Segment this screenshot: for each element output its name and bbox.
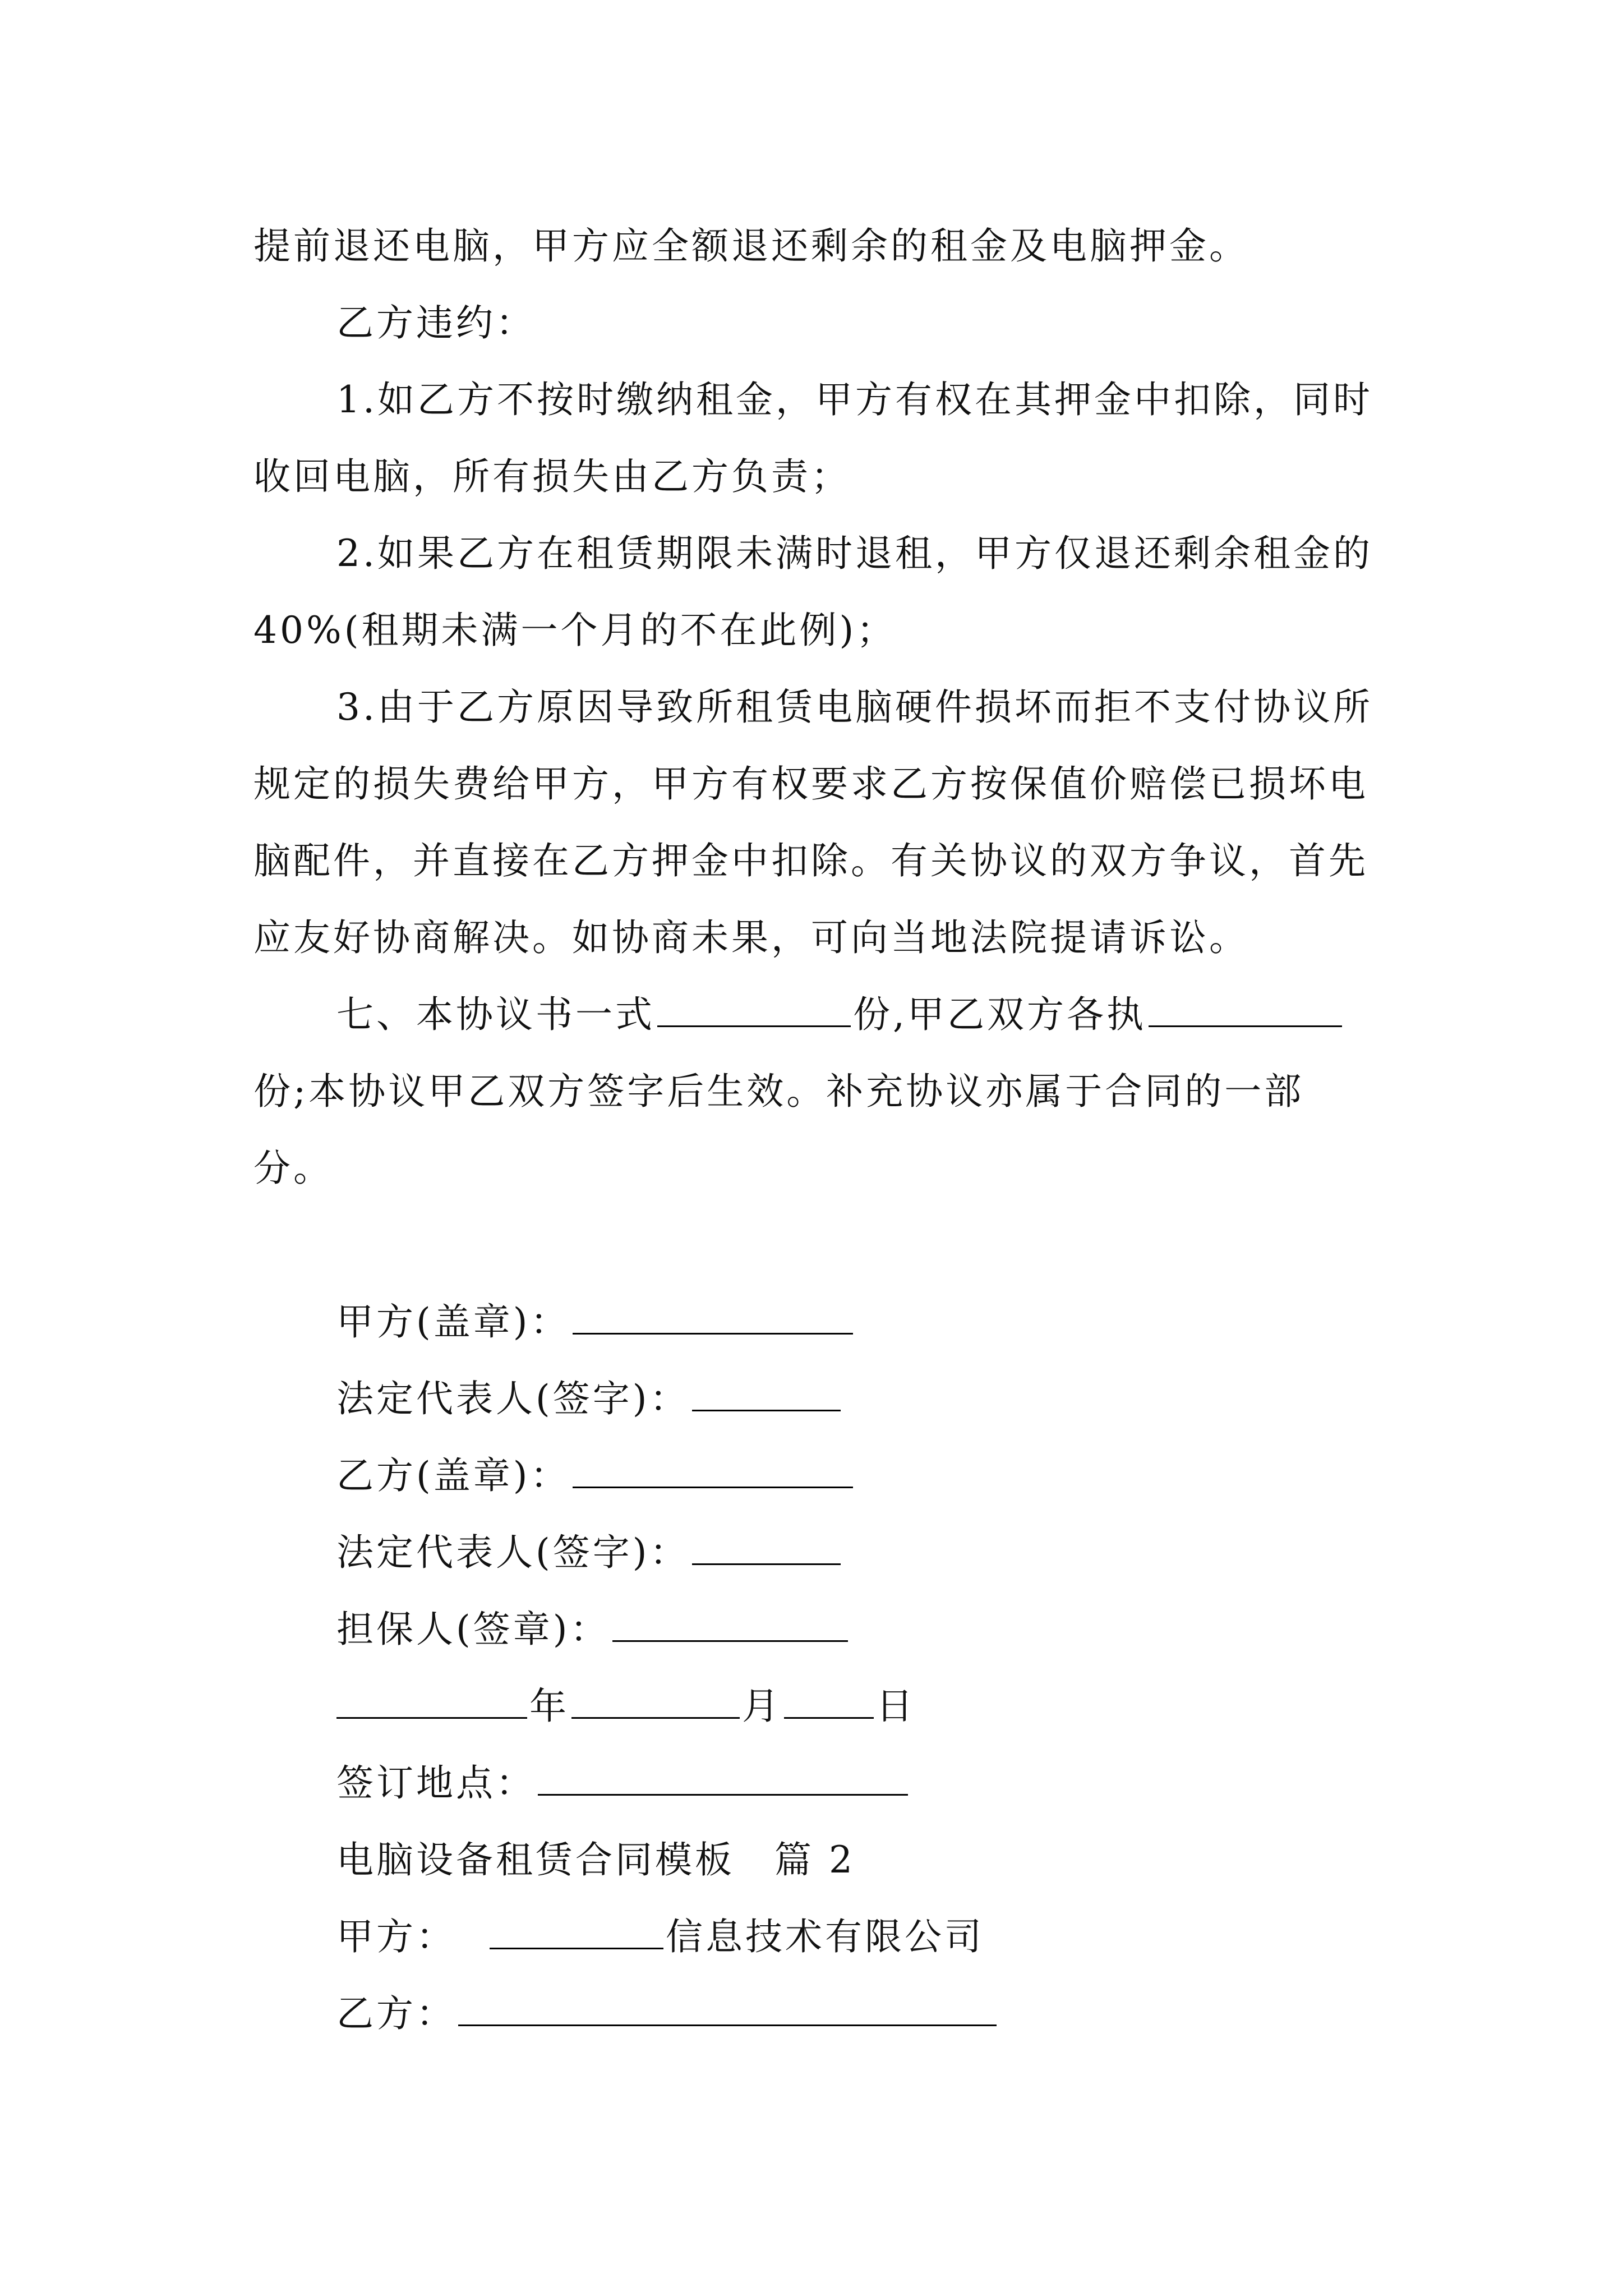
party-b-seal-line <box>253 1437 1375 1514</box>
party-b-seal-label: 乙方(盖章)： <box>336 1454 570 1497</box>
part2-party-a-blank <box>490 1915 663 1949</box>
clause-7-text-2: 份,甲乙双方各执 <box>853 993 1146 1036</box>
signing-place-label: 签订地点： <box>336 1761 536 1805</box>
year-label: 年 <box>529 1685 569 1728</box>
part2-title: 电脑设备租赁合同模板 篇 2 <box>336 1838 855 1881</box>
clause-7 <box>253 976 1375 1207</box>
part2-party-b-blank <box>458 1992 997 2026</box>
part2-party-a-label: 甲方： <box>336 1915 456 1958</box>
party-b-rep-blank <box>692 1531 841 1565</box>
day-blank <box>784 1685 874 1719</box>
party-b-rep-line <box>253 1514 1375 1591</box>
date-line <box>253 1668 1375 1745</box>
party-a-rep-label: 法定代表人(签字)： <box>336 1377 690 1420</box>
guarantor-blank <box>612 1608 848 1642</box>
party-a-rep-line <box>253 1360 1375 1437</box>
signing-place-line <box>253 1745 1375 1821</box>
clause-7-text-3: 份;本协议甲乙双方签字后生效。补充协议亦属于合同的一部分。 <box>253 1070 1304 1190</box>
document-body <box>253 208 1375 1207</box>
party-b-rep-label: 法定代表人(签字)： <box>336 1531 690 1574</box>
copies-total-blank <box>657 993 851 1027</box>
part2-party-b-label: 乙方： <box>336 1992 456 2035</box>
year-blank <box>336 1685 527 1719</box>
party-a-seal-line <box>253 1283 1375 1360</box>
signing-place-blank <box>538 1761 908 1796</box>
month-label: 月 <box>742 1685 782 1728</box>
guarantor-line <box>253 1591 1375 1668</box>
party-a-rep-blank <box>692 1377 841 1411</box>
month-blank <box>571 1685 740 1719</box>
breach-item-3: 3.由于乙方原因导致所租赁电脑硬件损坏而拒不支付协议所规定的损失费给甲方，甲方有权要求乙方按保值价赔偿已损坏电脑配件，并直接在乙方押金中扣除。有关协议的双方争议，首先应友好协商解决。如协商未果，可向当地法院提请诉讼。 <box>253 685 1373 959</box>
day-label: 日 <box>876 1685 916 1728</box>
signature-block <box>253 1283 1375 2052</box>
part2-party-a-company: 信息技术有限公司 <box>666 1915 984 1958</box>
continuation-paragraph: 提前退还电脑，甲方应全额退还剩余的租金及电脑押金。 <box>253 224 1249 268</box>
party-b-seal-blank <box>573 1454 853 1488</box>
part2-party-b-line <box>253 1975 1375 2052</box>
part2-party-a-line <box>253 1898 1375 1975</box>
clause-7-text-1: 七、本协议书一式 <box>336 993 655 1036</box>
breach-heading: 乙方违约： <box>336 301 536 344</box>
copies-each-blank <box>1149 993 1342 1027</box>
guarantor-label: 担保人(签章)： <box>336 1608 610 1651</box>
party-a-seal-label: 甲方(盖章)： <box>336 1300 570 1343</box>
party-a-seal-blank <box>573 1300 853 1335</box>
breach-item-2: 2.如果乙方在租赁期限未满时退租，甲方仅退还剩余租金的40%(租期未满一个月的不在此例)； <box>253 532 1373 652</box>
breach-item-1: 1.如乙方不按时缴纳租金，甲方有权在其押金中扣除，同时收回电脑，所有损失由乙方负责； <box>253 378 1373 498</box>
part2-heading <box>253 1821 1375 1898</box>
